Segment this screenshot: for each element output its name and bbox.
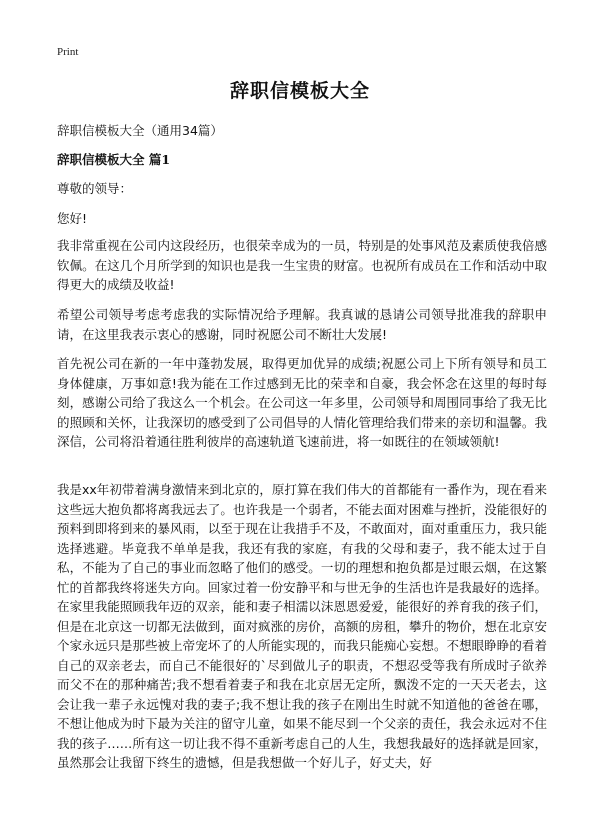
document-subtitle: 辞职信模板大全（通用34篇） bbox=[57, 123, 223, 138]
paragraph-1: 我非常重视在公司内这段经历，也很荣幸成为的一员，特别是的处事风范及素质使我倍感钦佩。在这几个月所学到的知识也是我一生宝贵的财富。也祝所有成员在工作和活动中取得更大的成绩及收益! bbox=[57, 238, 547, 292]
section-title: 辞职信模板大全 篇1 bbox=[57, 152, 171, 167]
salutation: 尊敬的领导： bbox=[57, 181, 133, 196]
paragraph-4: 我是xx年初带着满身激情来到北京的，原打算在我们伟大的首都能有一番作为，现在看来这些远大抱负都将离我远去了。也许我是一个弱者，不能去面对困难与挫折，没能很好的预料到即将到来的暴风雨，以至于现在让我措手不及，不敢面对，面对重重压力，我只能选择逃避。毕竟我不单单是我，我还有我的家庭，有我的父母和妻子，我不能太过于自私，不能为了自己的事业而忽略了他们的感受。一切的理想和抱负都是过眼云烟，在这繁忙的首都我终将迷失方向。回家过着一份安静平和与世无争的生活也许是我最好的选择。在家里我能照顾我年迈的双亲，能和妻子相濡以沫恩恩爱爱，能很好的养育我的孩子们，但是在北京这一切都无法做到，面对疯涨的房价，高额的房租，攀升的物价，想在北京安个家永远只是那些被上帝宠坏了的人所能实现的，而我只能痴心妄想。不想眼睁睁的看着自己的双亲老去，而自己不能很好的`尽到做儿子的职责，不想忍受等我有所成时子欲养而父不在的那种痛苦;我不想看着妻子和我在北京居无定所，飘泼不定的一天天老去，这会让我一辈子永远愧对我的妻子;我不想让我的孩子在刚出生时就不知道他的爸爸在哪，不想让他成为时下最为关注的留守儿童，如果不能尽到一个父亲的责任，我会永远对不住我的孩子……所有这一切让我不得不重新考虑自己的人生，我想我最好的选择就是回家，虽然那会让我留下终生的遗憾，但是我想做一个好儿子，好丈夫，好 bbox=[57, 482, 547, 770]
paragraph-2: 希望公司领导考虑考虑我的实际情况给予理解。我真诚的恳请公司领导批准我的辞职申请，在这里我表示衷心的感谢，同时祝愿公司不断壮大发展! bbox=[57, 307, 547, 342]
paragraph-3: 首先祝公司在新的一年中蓬勃发展，取得更加优异的成绩;祝愿公司上下所有领导和员工身体健康，万事如意!我为能在工作过感到无比的荣幸和自豪，我会怀念在这里的每时每刻，感谢公司给了我这么一个机会。在公司这一年多里，公司领导和周围同事给了我无比的照顾和关怀，让我深切的感受到了公司倡导的人情化管理给我们带来的亲切和温馨。我深信，公司将沿着通往胜利彼岸的高速轨道飞速前进，将一如既往的在领域领航! bbox=[57, 356, 547, 449]
document-title: 辞职信模板大全 bbox=[229, 80, 370, 102]
greeting: 您好! bbox=[57, 211, 88, 226]
print-label[interactable]: Print bbox=[57, 46, 79, 58]
